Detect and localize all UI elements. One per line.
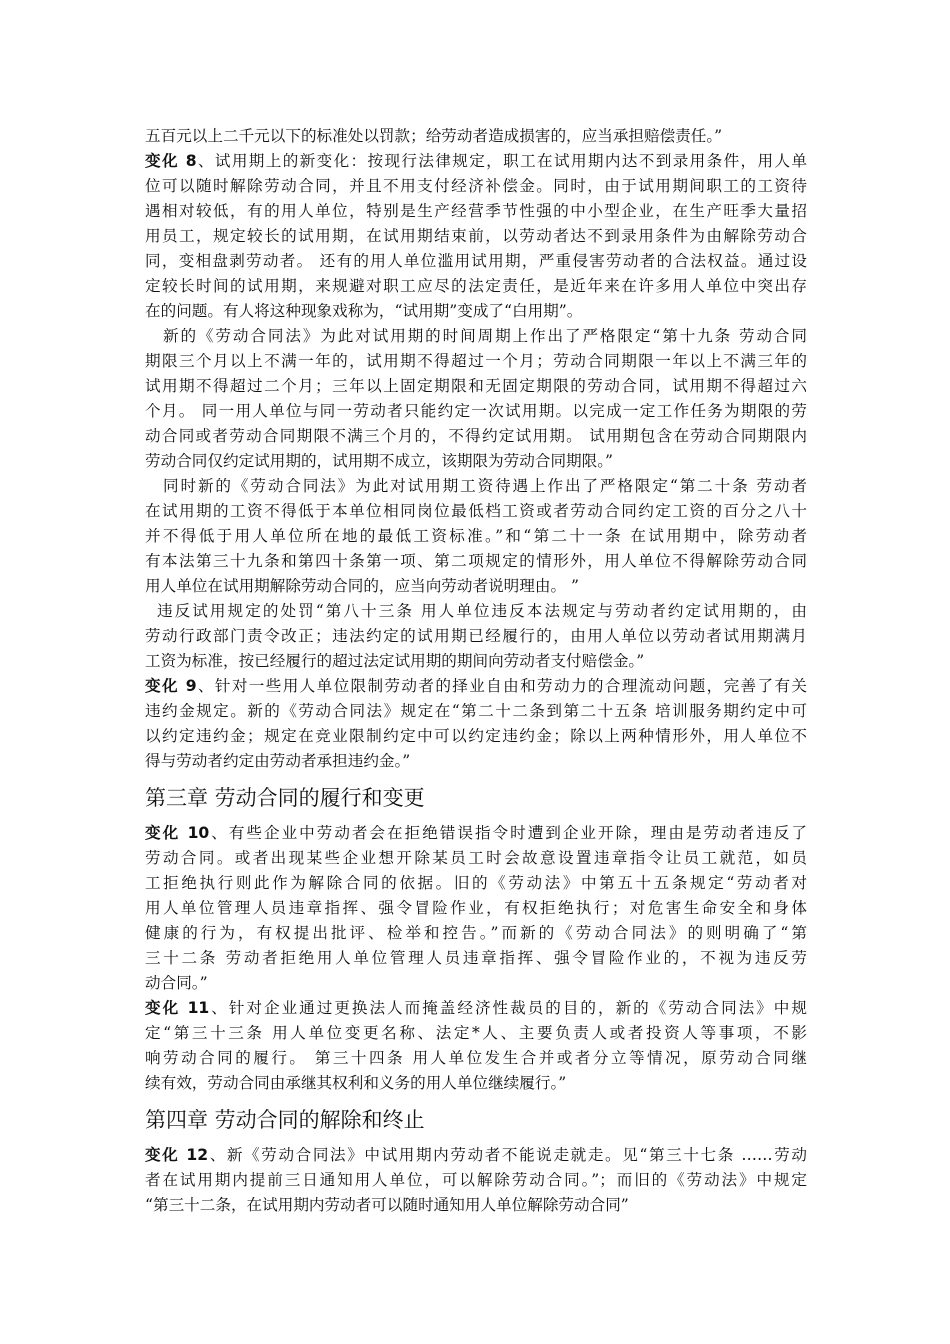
paragraph-line: 者在试用期内提前三日通知用人单位，可以解除劳动合同。”；而旧的《劳动法》中规定 — [145, 1171, 807, 1189]
chapter-4-heading: 第四章 劳动合同的解除和终止 — [145, 1108, 425, 1132]
paragraph-line: 以约定违约金；规定在竞业限制约定中可以约定违约金；除以上两种情形外，用人单位不 — [145, 727, 807, 745]
paragraph-line: 遇相对较低，有的用人单位，特别是生产经营季节性强的中小型企业，在生产旺季大量招 — [145, 202, 807, 220]
paragraph-line: 同，变相盘剥劳动者。 还有的用人单位滥用试用期，严重侵害劳动者的合法权益。通过设 — [145, 252, 807, 270]
paragraph-line: 三十二条 劳动者拒绝用人单位管理人员违章指挥、强令冒险作业的，不视为违反劳 — [145, 949, 807, 967]
paragraph-line: 劳动行政部门责令改正；违法约定的试用期已经履行的，由用人单位以劳动者试用期满月 — [145, 627, 807, 645]
paragraph-line: “第三十二条，在试用期内劳动者可以随时通知用人单位解除劳动合同” — [145, 1196, 629, 1214]
paragraph-line: 工拒绝执行则此作为解除合同的依据。旧的《劳动法》中第五十五条规定“劳动者对 — [145, 874, 807, 892]
paragraph-line: 动合同。” — [145, 974, 208, 992]
paragraph-line: 有本法第三十九条和第四十条第一项、第二项规定的情形外，用人单位不得解除劳动合同 — [145, 552, 807, 570]
change-11-line — [145, 996, 807, 1021]
paragraph-line: 违约金规定。新的《劳动合同法》规定在“第二十二条到第二十五条 培训服务期约定中可 — [145, 702, 807, 720]
paragraph-line: 用人单位管理人员违章指挥、强令冒险作业，有权拒绝执行；对危害生命安全和身体 — [145, 899, 807, 917]
paragraph-line: 劳动合同仅约定试用期的，试用期不成立，该期限为劳动合同期限。” — [145, 452, 613, 470]
change-8-label: 变化 8 — [145, 152, 197, 170]
paragraph-line: 新的《劳动合同法》为此对试用期的时间周期上作出了严格限定“第十九条 劳动合同 — [163, 327, 807, 345]
change-9-text: 、针对一些用人单位限制劳动者的择业自由和劳动力的合理流动问题，完善了有关 — [196, 677, 807, 695]
paragraph-line: 动合同或者劳动合同期限不满三个月的，不得约定试用期。 试用期包含在劳动合同期限内 — [145, 427, 807, 445]
paragraph-line: 违反试用规定的处罚“第八十三条 用人单位违反本法规定与劳动者约定试用期的，由 — [157, 602, 807, 620]
change-9-line — [145, 674, 807, 699]
paragraph-line: 并不得低于用人单位所在地的最低工资标准。”和“第二十一条 在试用期中，除劳动者 — [145, 527, 807, 545]
change-12-text: 、新《劳动合同法》中试用期内劳动者不能说走就走。见“第三十七条 ……劳动 — [208, 1146, 807, 1164]
change-10-text: 、有些企业中劳动者会在拒绝错误指令时遭到企业开除，理由是劳动者违反了 — [209, 824, 807, 842]
paragraph-line: 定“第三十三条 用人单位变更名称、法定*人、主要负责人或者投资人等事项，不影 — [145, 1024, 807, 1042]
intro-line: 五百元以上二千元以下的标准处以罚款；给劳动者造成损害的，应当承担赔偿责任。” — [145, 127, 723, 145]
paragraph-line: 在试用期的工资不得低于本单位相同岗位最低档工资或者劳动合同约定工资的百分之八十 — [145, 502, 807, 520]
paragraph-line: 位可以随时解除劳动合同，并且不用支付经济补偿金。同时，由于试用期间职工的工资待 — [145, 177, 807, 195]
paragraph-line: 工资为标准，按已经履行的超过法定试用期的期间向劳动者支付赔偿金。” — [145, 652, 645, 670]
paragraph-line: 用人单位在试用期解除劳动合同的，应当向劳动者说明理由。 ” — [145, 577, 579, 595]
change-11-label: 变化 11 — [145, 999, 210, 1017]
paragraph-line: 响劳动合同的履行。 第三十四条 用人单位发生合并或者分立等情况，原劳动合同继 — [145, 1049, 807, 1067]
paragraph-line: 同时新的《劳动合同法》为此对试用期工资待遇上作出了严格限定“第二十条 劳动者 — [163, 477, 807, 495]
change-10-line — [145, 821, 807, 846]
paragraph-line: 得与劳动者约定由劳动者承担违约金。” — [145, 752, 411, 770]
paragraph-line: 试用期不得超过二个月；三年以上固定期限和无固定期限的劳动合同，试用期不得超过六 — [145, 377, 807, 395]
chapter-3-heading: 第三章 劳动合同的履行和变更 — [145, 786, 425, 810]
paragraph-line: 在的问题。有人将这种现象戏称为，“试用期”变成了“白用期”。 — [145, 302, 583, 320]
paragraph-line: 续有效，劳动合同由承继其权利和义务的用人单位继续履行。” — [145, 1074, 567, 1092]
paragraph-line: 个月。 同一用人单位与同一劳动者只能约定一次试用期。以完成一定工作任务为期限的劳 — [145, 402, 807, 420]
paragraph-line: 用员工，规定较长的试用期，在试用期结束前，以劳动者达不到录用条件为由解除劳动合 — [145, 227, 807, 245]
change-8-line — [145, 149, 807, 174]
change-12-line — [145, 1143, 807, 1168]
paragraph-line: 健康的行为，有权提出批评、检举和控告。”而新的《劳动合同法》的则明确了“第 — [145, 924, 807, 942]
paragraph-line: 定较长时间的试用期，来规避对职工应尽的法定责任，是近年来在许多用人单位中突出存 — [145, 277, 807, 295]
paragraph-line: 期限三个月以上不满一年的，试用期不得超过一个月；劳动合同期限一年以上不满三年的 — [145, 352, 807, 370]
change-11-text: 、针对企业通过更换法人而掩盖经济性裁员的目的，新的《劳动合同法》中规 — [209, 999, 807, 1017]
change-8-text: 、试用期上的新变化：按现行法律规定，职工在试用期内达不到录用条件，用人单 — [196, 152, 807, 170]
change-10-label: 变化 10 — [145, 824, 210, 842]
change-9-label: 变化 9 — [145, 677, 197, 695]
change-12-label: 变化 12 — [145, 1146, 209, 1164]
paragraph-line: 劳动合同。或者出现某些企业想开除某员工时会故意设置违章指令让员工就范，如员 — [145, 849, 807, 867]
